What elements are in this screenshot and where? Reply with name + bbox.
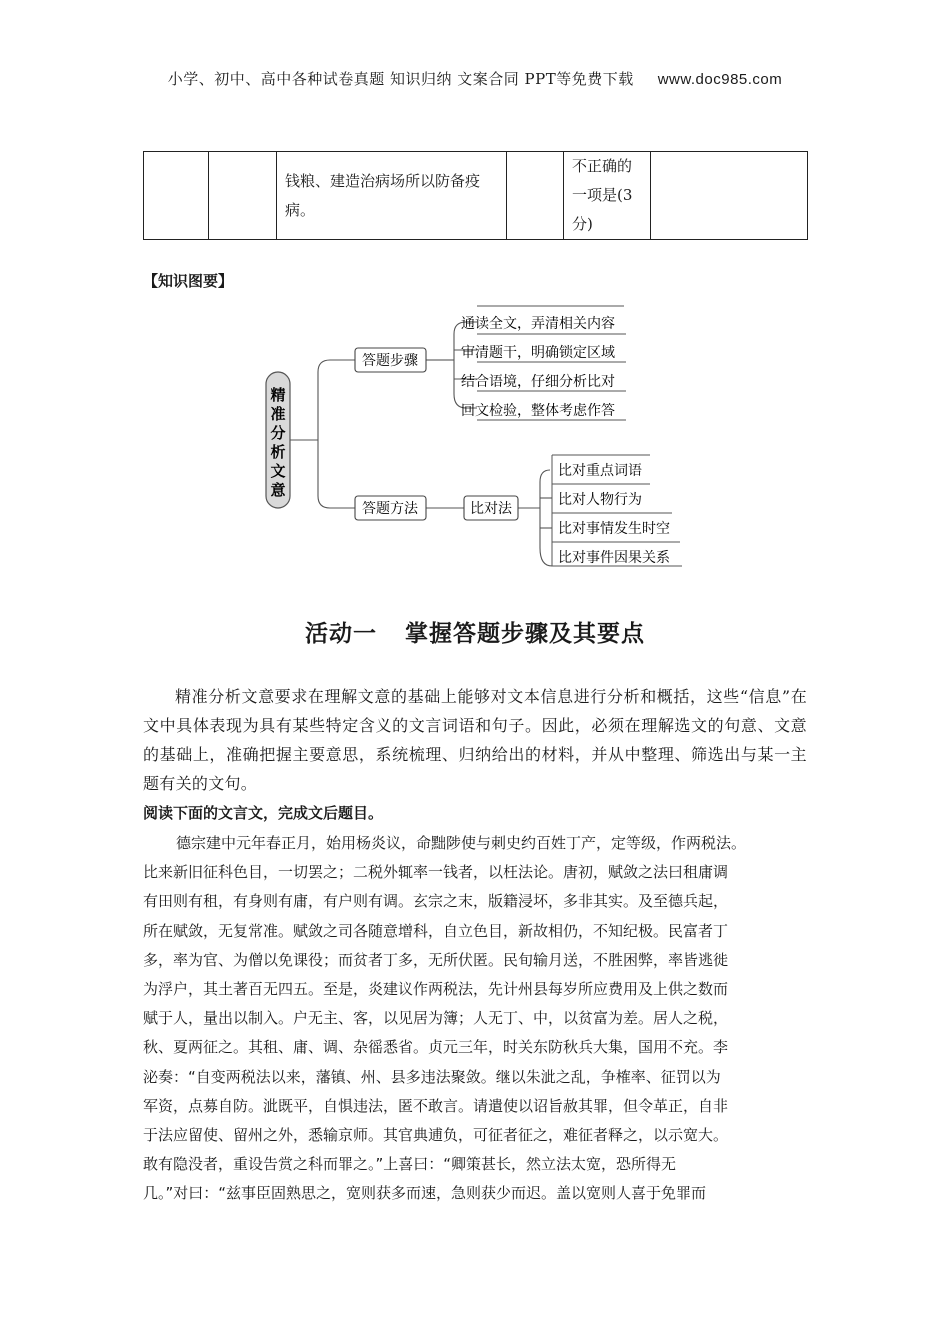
classical-line: 于法应留使、留州之外，悉输京师。其官典逋负，可征者征之，难征者释之，以示宽大。 xyxy=(143,1125,729,1144)
header-text: 小学、初中、高中各种试卷真题 知识归纳 文案合同 PPT等免费下载 xyxy=(167,70,634,88)
table-cell xyxy=(507,152,564,240)
classical-line: 赋于人，量出以制入。户无主、客，以见居为簿；人无丁、中，以贫富为差。居人之税， xyxy=(143,1009,729,1028)
activity-label: 活动一 xyxy=(305,621,377,647)
root-char: 精 xyxy=(270,386,286,404)
root-char: 意 xyxy=(270,481,286,499)
table-cell-question: 不正确的一项是(3 分) xyxy=(564,152,651,240)
table-cell xyxy=(209,152,277,240)
compare-item: 比对事件因果关系 xyxy=(558,550,670,566)
root-char: 分 xyxy=(270,424,286,442)
compare-item: 比对事情发生时空 xyxy=(558,521,670,537)
compare-leaves xyxy=(552,455,682,566)
classical-line: 泌奏：“自变两税法以来，藩镇、州、县多违法聚敛。继以朱泚之乱，争榷率、征罚以为 xyxy=(143,1067,721,1086)
activity-heading: 掌握答题步骤及其要点 xyxy=(405,621,645,647)
step-item: 审清题干，明确锁定区域 xyxy=(461,345,615,361)
classical-line: 为浮户，其土著百无四五。至是，炎建议作两税法，先计州县每岁所应费用及上供之数而 xyxy=(143,979,729,998)
root-char: 文 xyxy=(270,462,286,480)
intro-paragraph: 精准分析文意要求在理解文意的基础上能够对文本信息进行分析和概括，这些“信息”在文中具体表现为具有某些特定含义的文言词语和句子。因此，必须在理解选文的句意、文意的基础上，准确把握主要意思，系统梳理、归纳给出的材料，并从中整理、筛选出与某一主题有关的文句。 xyxy=(143,687,807,793)
knowledge-mind-map xyxy=(260,298,700,574)
table-cell-content: 钱粮、建造治病场所以防备疫病。 xyxy=(277,152,507,240)
classical-line: 敢有隐没者，重设告赏之科而罪之。”上喜曰：“卿策甚长，然立法太宽，恐所得无 xyxy=(143,1155,677,1174)
steps-label: 答题步骤 xyxy=(362,353,418,369)
classical-text xyxy=(143,829,815,1208)
classical-line: 有田则有租，有身则有庸，有户则有调。玄宗之末，版籍浸坏，多非其实。及至德兵起， xyxy=(143,892,729,911)
compare-item: 比对人物行为 xyxy=(558,492,642,508)
header-site-link[interactable]: www.doc985.com xyxy=(657,71,783,88)
reading-instruction: 阅读下面的文言文，完成文后题目。 xyxy=(143,804,384,822)
step-leaves xyxy=(461,315,626,420)
table-cell xyxy=(651,152,808,240)
root-char: 析 xyxy=(270,443,286,461)
root-char: 准 xyxy=(270,405,286,423)
classical-line: 多，率为官、为僧以免课役；而贫者丁多，无所伏匿。民旬输月送，不胜困弊，率皆逃徙 xyxy=(143,950,729,969)
compare-method-label: 比对法 xyxy=(470,501,512,517)
activity-title xyxy=(0,615,950,648)
step-item: 回文检验，整体考虑作答 xyxy=(461,403,615,419)
method-label: 答题方法 xyxy=(362,501,418,517)
compare-item: 比对重点词语 xyxy=(558,463,642,479)
classical-line: 军资，点募自防。泚既平，自惧违法，匿不敢言。请遣使以诏旨赦其罪，但令革正，自非 xyxy=(143,1096,729,1115)
classical-line: 几。”对曰：“兹事臣固熟思之，宽则获多而速，急则获少而迟。盖以宽则人喜于免罪而 xyxy=(143,1184,707,1203)
step-item: 结合语境，仔细分析比对 xyxy=(461,374,615,390)
classical-line: 比来新旧征科色目，一切罢之；二税外辄率一钱者，以枉法论。唐初，赋敛之法曰租庸调 xyxy=(143,863,729,882)
classical-line: 德宗建中元年春正月，始用杨炎议，命黜陟使与刺史约百姓丁产，定等级，作两税法。 xyxy=(176,834,747,852)
table-cell xyxy=(144,152,209,240)
classical-line: 秋、夏两征之。其租、庸、调、杂徭悉省。贞元三年，时关东防秋兵大集，国用不充。李 xyxy=(143,1038,729,1057)
question-table xyxy=(143,151,808,240)
page-header xyxy=(0,68,950,89)
classical-line: 所在赋敛，无复常准。赋敛之司各随意增科，自立色目，新故相仍，不知纪极。民富者丁 xyxy=(143,921,729,940)
knowledge-map-label: 【知识图要】 xyxy=(143,272,234,290)
step-item: 通读全文，弄清相关内容 xyxy=(461,316,615,332)
